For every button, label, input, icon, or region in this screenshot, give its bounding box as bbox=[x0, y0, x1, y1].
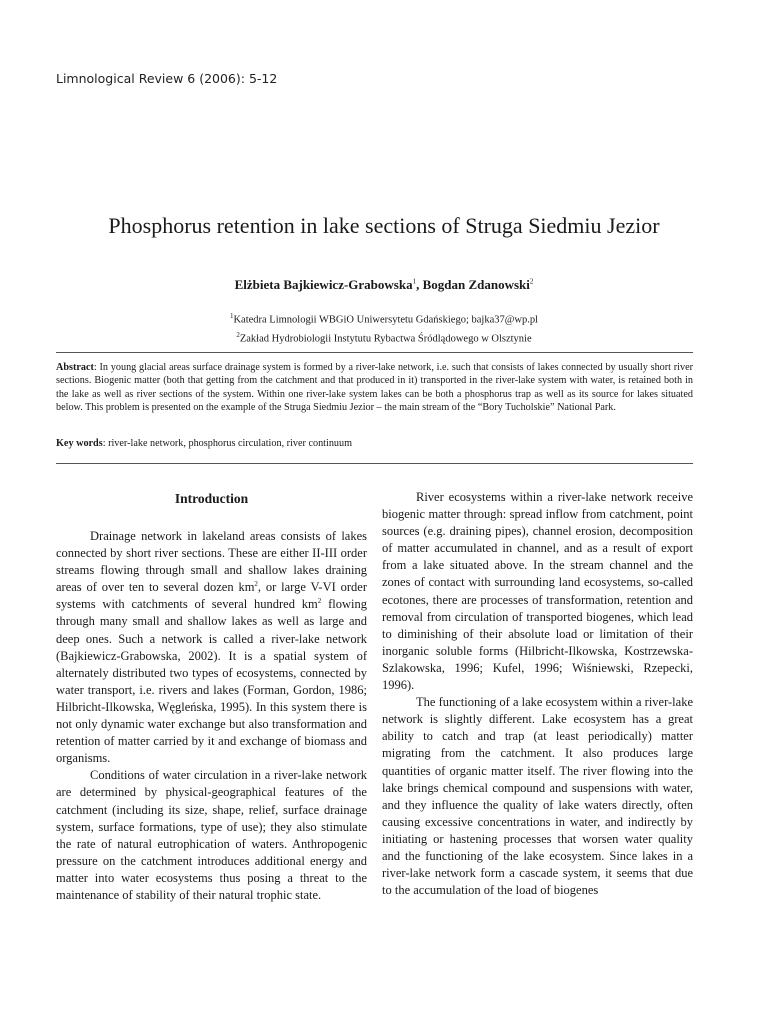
keywords-label: Key words bbox=[56, 438, 103, 449]
paragraph bbox=[56, 528, 367, 767]
superscript: 2 bbox=[317, 597, 322, 606]
paragraph-text: flowing through many small and shallow lakes as well as large and deep ones. Such a network is called a river-lake network (Bajkiewicz-Grabowska, 2002). It is a spatial system of alternately distributed two types of ecosystems, connected by water transport, i.e. rivers and lakes (Forman, Gordon, 1986; Hilbricht-Ilkowska, Węgleńska, 1995). In this system there is not only dynamic water exchange but also transformation and retention of matter carried by it and exchange of biomass and organisms. bbox=[56, 597, 367, 766]
paragraph-text: Drainage network in lakeland areas consists of lakes connected by short river sections. These are either II-III order streams flowing through small and shallow lakes draining areas of over ten to several dozen km bbox=[56, 529, 367, 595]
divider-top bbox=[56, 352, 693, 353]
affiliation-marker: 2 bbox=[236, 330, 240, 339]
keywords bbox=[56, 437, 693, 450]
author-name: Elżbieta Bajkiewicz-Grabowska bbox=[234, 277, 413, 292]
paragraph: River ecosystems within a river-lake network receive biogenic matter through: spread inflow from catchment, point sources (e.g. draining pipes), channel erosion, decomposition of matter accumulated in channel, and as a result of export from a lake situated above. In the stream channel and the zones of contact with surrounding land ecosystems, so-called ecotones, there are processes of transformation, retention and removal from circulation of transported biogenes, which lead to diminishing of their absolute load or limitation of their inorganic soluble forms (Hilbricht-Ilkowska, Kostrzewska-Szlakowska, 1996; Kufel, 1996; Wiśniewski, Rzepecki, 1996). bbox=[382, 490, 693, 693]
column-right bbox=[382, 489, 693, 899]
paragraph-text: , or large V-VI order systems with catchments of several hundred km bbox=[56, 580, 367, 612]
author-name: Bogdan Zdanowski bbox=[422, 277, 530, 292]
affiliation-text: Katedra Limnologii WBGiO Uniwersytetu Gdańskiego; bajka37@wp.pl bbox=[233, 314, 539, 326]
affiliation-marker: 1 bbox=[229, 312, 234, 320]
column-left bbox=[56, 490, 367, 904]
paragraph: Conditions of water circulation in a river-lake network are determined by physical-geographical features of the catchment (including its size, shape, relief, surface drainage system, surface formations, type of use); they also stimulate the rate of natural eutrophication of waters. Anthropogenic pressure on the catchment introduces additional energy and matter into water ecosystems thus posing a threat to the maintenance of stability of their natural trophic state. bbox=[56, 768, 367, 902]
affiliation-marker: 1 bbox=[412, 277, 417, 286]
superscript: 2 bbox=[254, 580, 258, 589]
paragraph: The functioning of a lake ecosystem within a river-lake network is slightly different. Lake ecosystem has a great ability to catch and trap (at least periodically) matter migrating from the catchment. It also produces large quantities of organic matter itself. The river flowing into the lake brings chemical compound and suspensions with water, and they influence the quality of lake waters directly, often causing excessive concentrations in water, and indirectly by initiating or hastening processes that worsen water quality and the functioning of the lake ecosystem. Since lakes in a river-lake network form a cascade system, it seems that due to the accumulation of the load of biogenes bbox=[382, 695, 693, 898]
affiliation-line bbox=[0, 328, 768, 347]
abstract bbox=[56, 361, 693, 414]
author-separator: , bbox=[416, 277, 423, 292]
abstract-text: : In young glacial areas surface drainage system is formed by a river-lake network, i.e. such that consists of lakes connected by usually short river sections. Biogenic matter (both that getting from the catchment and that produced in it) transported in the river-lake system with water, is retained both in the lake as well as river sections of the system. Within one river-lake system lakes can be both a phosphorus trap as well as its source for lakes situated below. This problem is presented on the example of the Struga Siedmiu Jezior – the main stream of the “Bory Tucholskie” National Park. bbox=[56, 362, 693, 413]
affiliation-text: Zakład Hydrobiologii Instytutu Rybactwa Śródlądowego w Olsztynie bbox=[239, 333, 532, 344]
paper-title: Phosphorus retention in lake sections of Struga Siedmiu Jezior bbox=[108, 213, 660, 238]
affiliation-line bbox=[0, 309, 768, 328]
divider-bottom bbox=[56, 463, 693, 464]
journal-citation: Limnological Review 6 (2006): 5-12 bbox=[56, 71, 278, 86]
keywords-text: : river-lake network, phosphorus circulation, river continuum bbox=[102, 438, 353, 449]
affiliation-marker: 2 bbox=[529, 277, 534, 286]
section-heading: Introduction bbox=[174, 491, 249, 506]
author-line bbox=[0, 277, 768, 293]
abstract-label: Abstract bbox=[56, 362, 94, 373]
affiliations bbox=[0, 309, 768, 346]
